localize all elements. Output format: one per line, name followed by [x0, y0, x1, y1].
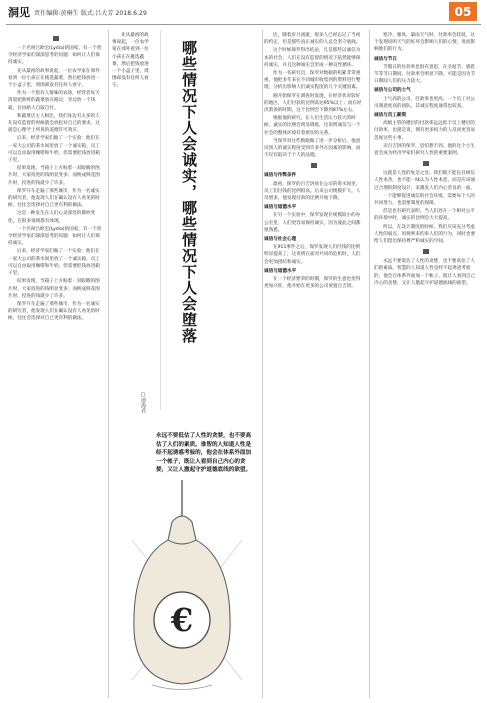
- paragraph: 当保罗对这些数据做了进一步分析后，他意识到人的诚实程度受到许多外在因素的影响，而不仅仅取决于个人的品德。: [264, 138, 361, 159]
- subhead: 诚信与员工薪资: [374, 113, 407, 119]
- paragraph: 寒冷、强风、暴雨天气时，付款率会较低，这个发现说明天气的好坏会影响人们的心情，进而影响他们的行为。: [374, 33, 476, 53]
- article-author: □谭海君: [140, 392, 146, 413]
- paragraph: 高级主管的楼层的付款率远远低于员工楼层的付款率，也就是说，拥有更多权力的人反而更容易忽视这些小事。: [374, 121, 476, 141]
- column-divider: [369, 30, 370, 698]
- article-column-4: [374, 32, 478, 694]
- paragraph: 一个名叫吕欧宏(Lydia)的国家，有一个曾令经济学家们深深思考的问题：如何让人们保持诚实。: [8, 226, 102, 247]
- column-divider: [108, 30, 109, 698]
- header-rule: [6, 24, 481, 25]
- article-column-2: [112, 32, 152, 412]
- paragraph: 节假日的付款率也很有意思，在圣诞节、感恩节等节日期间，付款率会明显下降，可能是因为节日期间人们的压力较大。: [374, 64, 476, 85]
- page-header: [0, 0, 487, 24]
- page-number-badge: 05: [449, 2, 477, 21]
- paragraph: 在另一个实验中，保罗发现在规模较小的办公室里，人们更容易保持诚实，因为彼此之间都很熟悉。: [264, 213, 361, 233]
- paragraph: 保罗开车走遍了那些城市，作为一名诚实的研究者，他发现人们在确认没有人看见的时候，往往会选择对自己更有利的做法。: [8, 301, 100, 322]
- paragraph: 结果发现，当箱子上方贴着一双眼睛的图片时，大家投进的钱明显变多；而换成鲜花图片时，投进的钱就少了许多。: [8, 166, 100, 186]
- paragraph-marker-icon: [311, 163, 317, 168]
- paragraph: 但是也有研究表明，当人们处在一个相对公平的环境中时，诚实的比例会大大提高。: [374, 209, 475, 222]
- paragraph: 作为一名研究员，保罗对数据的积累非常重视，他把多年来在不同城市收集到的资料进行整理，分析出影响人们诚实程度的几个关键因素。: [264, 71, 361, 91]
- paragraph: 结果发现，当箱子上方贴着一双眼睛的图片时，大家投进的钱明显变多；而换成鲜花图片时，投进的钱就少了许多。: [8, 279, 100, 299]
- paragraph: 一个名叫吕欧宏(Lydia)的国家，有一个曾令经济学家们深深思考的问题：如何让人们保持诚实。: [8, 46, 102, 66]
- paragraph: 在911事件之后，保罗发现人们付钱的比例明显提高了，这说明在面对共同的危机时，人们会更加团结和诚实。: [264, 245, 361, 265]
- paragraph: 这就是人性的复杂之处。我们既不能盲目相信人性本善，也不能一味认为人性本恶，而是应该通过合理的制度设计，来激发人们内心善良的一面。: [374, 171, 476, 191]
- paragraph: 根据他的研究，在人们生活压力较大的时候，诚实的比例会明显降低，这说明诚信与一个社会的整体环境有着密切的关系。: [264, 116, 361, 136]
- paragraph-marker-icon: [53, 36, 59, 41]
- paragraph: 所以，在设计制度的时候，我们应该充分考虑人性的弱点，用规则来约束人们的行为，同时也要给人们留出保持尊严和诚实的空间。: [374, 224, 476, 245]
- paragraph-marker-icon: [423, 249, 429, 254]
- euro-symbol: €: [170, 601, 194, 639]
- subhead: 诚信与作弊条件: [264, 173, 297, 179]
- paragraph: 先从最初的故事说起，一位农学家在郊外看到一位小孩正在挑选蔬菜，然后把钱放进一个小盒子里，周围却没有任何人看守。: [112, 33, 149, 89]
- paragraph: 后来，经济学家们做了一个实验：他们在一家大公司的茶水间里放了一个诚实箱，员工可以自由取用咖啡和牛奶，但需要把钱放进箱子里。: [8, 136, 100, 164]
- paragraph: 永远不要低估了人性的贪婪，也不要高估了人们的素质。智慧的人知道人性是经不起诱惑考验的，他会在体系外面加一个帐子，既让人看到自己内心的贪婪，又让人激起守护道德底线的欲望。: [374, 259, 476, 286]
- pull-quote: 永远不要低估了人性的贪婪，也不要高估了人们的素质。谁智的人知道人性是经不起诱惑考验的，他会在体系外面加一个帐子，既让人看到自己内心的贪婪，又让人激起守护道德底线的欲望。: [156, 433, 252, 473]
- subhead: 诚信与社会心理: [264, 237, 297, 243]
- paragraph: 在一个经济繁荣的时期，保罗的生意也变得更加兴旺，他开始在更多的公司放置百吉饼。: [264, 277, 361, 290]
- subhead: 诚信与道德水平: [264, 205, 297, 211]
- article-column-3: [264, 32, 364, 694]
- paragraph: 士气高的公司，付款率也更高，一个员工对公司满意度高的团队，其诚实程度通常也较高。: [374, 96, 475, 109]
- column-divider: [262, 30, 263, 698]
- paragraph: 保罗开车走遍了那些城市，作为一名诚实的研究者，他发现人们在确认没有人看见的时候，往往会选择对自己更有利的做法。: [8, 188, 100, 209]
- paragraph-marker-icon: [423, 161, 429, 166]
- paragraph: 和蔬菜店主人相比，我们身边有太多的人在没有监督的时候就会放松对自己的要求，这就是心理学上所说的道德许可效应。: [8, 113, 100, 134]
- paragraph: 先从最初的故事说起，一位农学家在郊外看到一位小孩正在挑选蔬菜，然后把钱放进一个小盒子里，周围却没有任何人看守。: [8, 68, 100, 89]
- paragraph: 作为一个很有人情味的农场，经营者每天清晨把新鲜的蔬菜放在路边，旁边放一个钱箱，任由路人自取自付。: [8, 91, 100, 111]
- article-column-1: [8, 32, 104, 694]
- editor-meta: 责任编辑:黄桐生 版式:吕大芳 2018.6.29: [34, 9, 147, 17]
- paragraph: 卖百吉饼的保罗，恐怕想不到，他的这个小生意会成为经济学家们研究人性的重要案例。: [374, 143, 475, 157]
- money-bag-icon: [112, 480, 262, 700]
- subhead: 诚信与节日: [374, 56, 397, 62]
- paragraph: 后来，经济学家们做了一个实验：他们在一家大公司的茶水间里放了一个诚实箱，员工可以自由取用咖啡和牛奶，但需要把钱放进箱子里。: [8, 249, 100, 277]
- subhead: 诚信与道德水平: [264, 268, 297, 274]
- paragraph: 这是一种发生在人们心灵深处的微妙变化，在很多领域都有体现。: [8, 211, 96, 224]
- paragraph: 刚开始保罗在调查时发现，在经济状况较好的地区，人们付款的比例高达95%以上；而在经济萧条的时期，这个比例会下降到87%左右。: [264, 93, 362, 114]
- subhead: 诚信与公司的士气: [374, 88, 411, 94]
- section-name: 洞见: [8, 6, 30, 19]
- paragraph: 这个时候保罗得出结论，凡是那些以诚信为本的社会，人们在没有监督的情况下依然能够保持诚实，并且这种诚实会形成一种良性循环。: [264, 48, 361, 68]
- paragraph: 比，随着岁月流逝，很多人已经忘记了当初的约定，但是那些真正诚实的人总会坚守底线。: [264, 33, 361, 46]
- paragraph: 一个能够促进诚信的社会环境，需要每个人的共同努力，也需要制度的保障。: [374, 193, 475, 207]
- paragraph: 最初，保罗的百吉饼放在公司的茶水间里，员工们付钱的比例很高。后来公司规模扩大，人员增多，他发现付款的比例开始下降。: [264, 181, 361, 202]
- article-title: 哪些情况下人会诚实，哪些情况下人会堕落: [180, 40, 198, 344]
